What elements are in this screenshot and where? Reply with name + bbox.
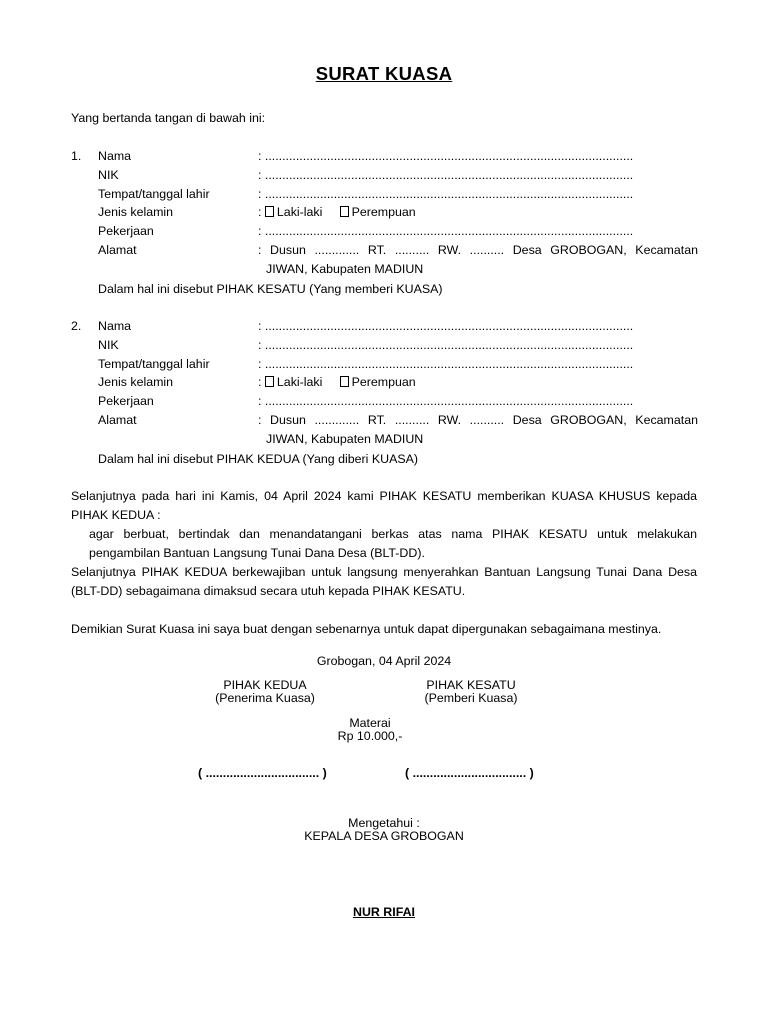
party-1-nik-value: : ...........................................................................................................	[258, 168, 634, 182]
party-1-ttl-label: Tempat/tanggal lahir	[98, 187, 210, 201]
party-1-alamat-label: Alamat	[98, 243, 137, 257]
party-2-jk-value	[258, 375, 698, 389]
party-1-nama-label: Nama	[98, 149, 132, 163]
sign-right-subtitle: (Pemberi Kuasa)	[424, 691, 518, 705]
party-2-alamat-line1: : Dusun ............. RT. .......... RW. .......... Desa GROBOGAN, Kecamatan	[258, 413, 698, 427]
party-2-number: 2.	[71, 319, 82, 333]
party-1-number: 1.	[71, 149, 82, 163]
party-1-ttl-value: : ...........................................................................................................	[258, 187, 634, 201]
approval-label: Mengetahui :	[348, 816, 420, 830]
paragraph-1-line1: Selanjutnya pada hari ini Kamis, 04 April 2024 kami PIHAK KESATU memberikan KUASA KHUSUS kepada	[71, 489, 697, 503]
paragraph-3-line2: (BLT-DD) sebagaimana dimaksud secara utuh kepada PIHAK KESATU.	[71, 584, 466, 598]
party-1-jk-label: Jenis kelamin	[98, 205, 174, 219]
party-2-ttl-value: : ...........................................................................................................	[258, 357, 634, 371]
party-2-nama-label: Nama	[98, 319, 132, 333]
paragraph-2-line1: agar berbuat, bertindak dan menandatangani berkas atas nama PIHAK KESATU untuk melakukan	[89, 527, 697, 541]
checkbox-icon	[265, 206, 274, 217]
gender-male-label: Laki-laki	[276, 375, 323, 389]
document-title: SURAT KUASA	[315, 63, 453, 84]
checkbox-icon	[340, 206, 349, 217]
approval-name: NUR RIFAI	[353, 905, 415, 919]
party-2-alamat-label: Alamat	[98, 413, 137, 427]
party-2-jk-label: Jenis kelamin	[98, 375, 174, 389]
gender-male-label: Laki-laki	[276, 205, 323, 219]
materai-amount: Rp 10.000,-	[337, 729, 403, 743]
party-2-nama-value: : ...........................................................................................................	[258, 319, 634, 333]
sign-right-name-placeholder: ( ................................. )	[405, 766, 534, 780]
party-1-alamat-line2: JIWAN, Kabupaten MADIUN	[266, 262, 424, 276]
gender-colon: :	[258, 375, 262, 389]
party-2-pekerjaan-value: : ...........................................................................................................	[258, 394, 634, 408]
party-2-nik-label: NIK	[98, 338, 119, 352]
party-1-nama-value: : ...........................................................................................................	[258, 149, 634, 163]
party-2-pekerjaan-label: Pekerjaan	[98, 394, 154, 408]
sign-right-title: PIHAK KESATU	[426, 678, 516, 692]
party-2-role: Dalam hal ini disebut PIHAK KEDUA (Yang diberi KUASA)	[98, 452, 419, 466]
approval-position: KEPALA DESA GROBOGAN	[304, 829, 464, 843]
gender-female-label: Perempuan	[351, 205, 416, 219]
gender-female-label: Perempuan	[351, 375, 416, 389]
paragraph-3-line1: Selanjutnya PIHAK KEDUA berkewajiban untuk langsung menyerahkan Bantuan Langsung Tunai Dana Desa	[71, 565, 697, 579]
gender-colon: :	[258, 205, 262, 219]
paragraph-2-line2: pengambilan Bantuan Langsung Tunai Dana Desa (BLT-DD).	[89, 546, 425, 560]
checkbox-icon	[265, 376, 274, 387]
party-1-role: Dalam hal ini disebut PIHAK KESATU (Yang memberi KUASA)	[98, 282, 443, 296]
party-1-nik-label: NIK	[98, 168, 119, 182]
party-1-jk-value	[258, 205, 698, 219]
sign-left-subtitle: (Penerima Kuasa)	[215, 691, 315, 705]
party-2-nik-value: : ...........................................................................................................	[258, 338, 634, 352]
sign-left-title: PIHAK KEDUA	[223, 678, 307, 692]
party-1-alamat-line1: : Dusun ............. RT. .......... RW. .......... Desa GROBOGAN, Kecamatan	[258, 243, 698, 257]
closing-statement: Demikian Surat Kuasa ini saya buat dengan sebenarnya untuk dapat dipergunakan sebagaimana mestinya.	[71, 622, 662, 636]
party-1-pekerjaan-value: : ...........................................................................................................	[258, 224, 634, 238]
party-1-pekerjaan-label: Pekerjaan	[98, 224, 154, 238]
checkbox-icon	[340, 376, 349, 387]
materai-label: Materai	[349, 716, 391, 730]
sign-left-name-placeholder: ( ................................. )	[198, 766, 327, 780]
intro-text: Yang bertanda tangan di bawah ini:	[71, 111, 266, 125]
paragraph-1-line2: PIHAK KEDUA :	[71, 508, 161, 522]
place-date: Grobogan, 04 April 2024	[316, 654, 452, 668]
party-2-alamat-line2: JIWAN, Kabupaten MADIUN	[266, 432, 424, 446]
party-2-ttl-label: Tempat/tanggal lahir	[98, 357, 210, 371]
